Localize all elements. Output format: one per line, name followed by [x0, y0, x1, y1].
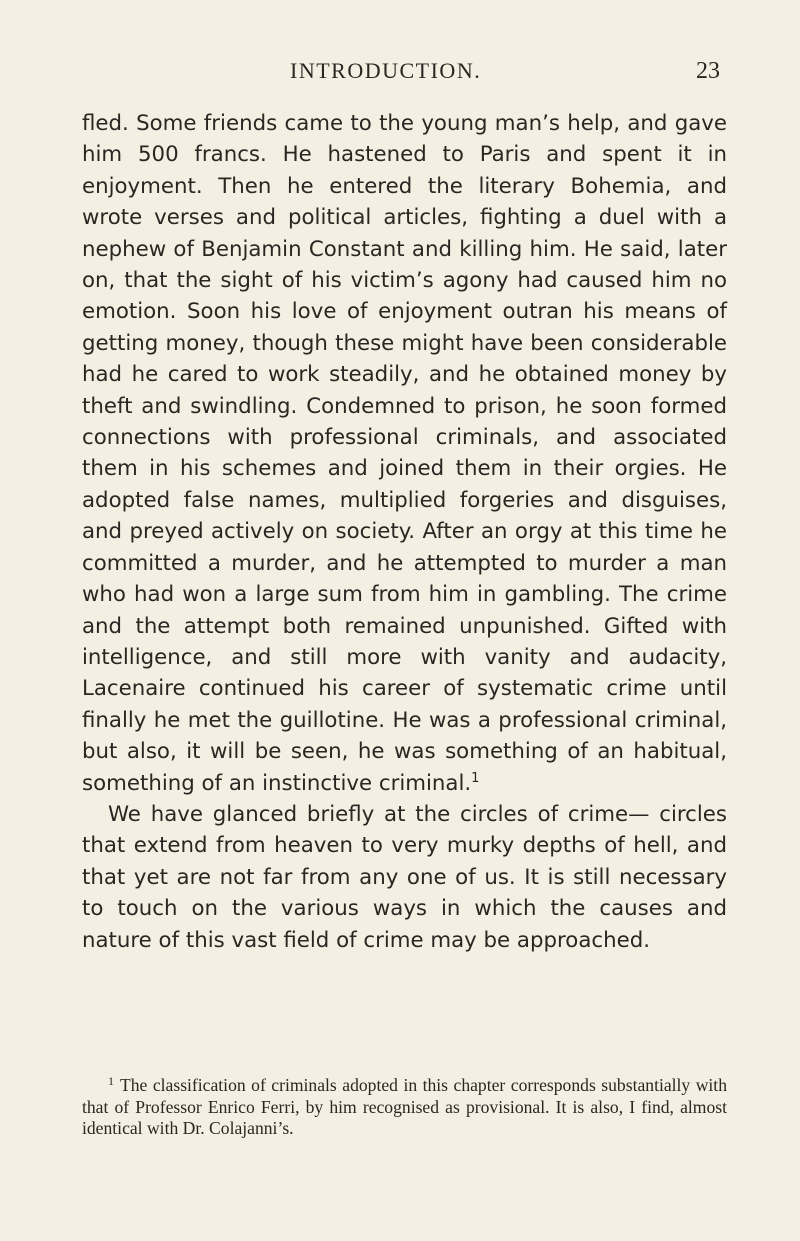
body-text — [82, 108, 727, 956]
footnote — [82, 1075, 727, 1140]
footnote-text: The classification of criminals adopted in this chapter corresponds substantially with that of Professor Enrico Ferri, by him recognised as provisional. It is also, I find, almost identical with Dr. Colajanni’s. — [82, 1075, 727, 1138]
footnote-reference: 1 — [471, 770, 480, 786]
running-header — [100, 58, 720, 88]
footnotes — [82, 1075, 727, 1140]
paragraph-text: We have glanced briefly at the circles of crime— circles that extend from heaven to very murky depths of hell, and that yet are not far from any one of us. It is still necessary to touch on the various ways in which the causes and nature of this vast field of crime may be approached. — [82, 801, 727, 953]
footnote-mark: 1 — [108, 1074, 114, 1088]
paragraph — [82, 799, 727, 956]
paragraph — [82, 108, 727, 799]
paragraph-text: fled. Some friends came to the young man’s help, and gave him 500 francs. He hastened to Paris and spent it in enjoyment. Then he entered the literary Bohemia, and wrote verses and political articles, fighting a duel with a nephew of Benjamin Constant and killing him. He said, later on, that the sight of his victim’s agony had caused him no emotion. Soon his love of enjoyment outran his means of getting money, though these might have been considerable had he cared to work steadily, and he obtained money by theft and swindling. Condemned to prison, he soon formed connections with professional criminals, and associated them in his schemes and joined them in their orgies. He adopted false names, multiplied forgeries and disguises, and preyed actively on society. After an orgy at this time he committed a murder, and he attempted to murder a man who had won a large sum from him in gambling. The crime and the attempt both remained unpunished. Gifted with intelligence, and still more with vanity and audacity, Lacenaire continued his career of systematic crime until finally he met the guillotine. He was a professional criminal, but also, it will be seen, he was something of an habitual, something of an instinctive criminal. — [82, 111, 727, 796]
running-title: INTRODUCTION. — [290, 58, 482, 83]
page-number: 23 — [696, 58, 720, 84]
